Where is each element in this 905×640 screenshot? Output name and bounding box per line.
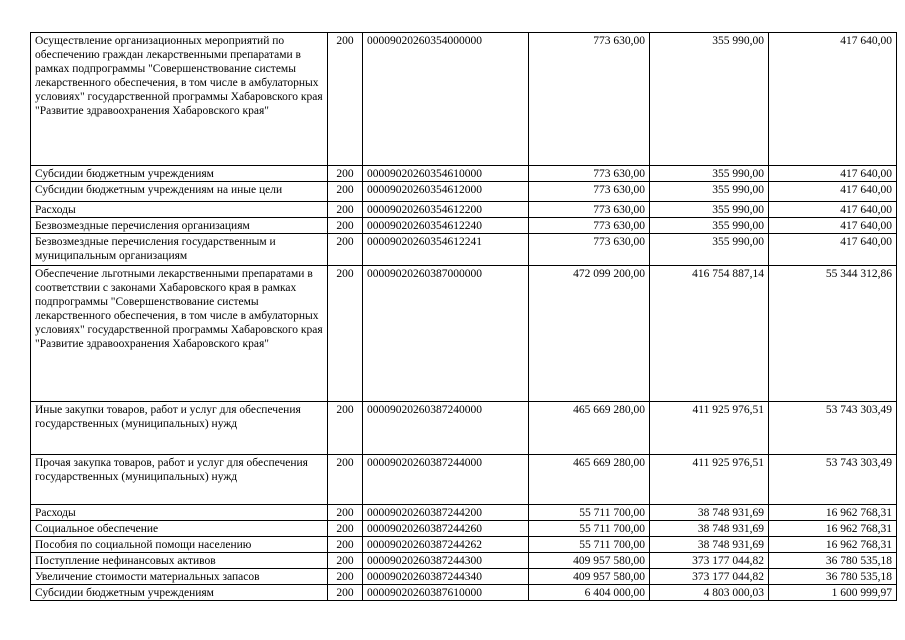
row-code: 200	[328, 455, 363, 505]
row-approved-amount: 465 669 280,00	[529, 402, 650, 455]
row-executed-amount: 411 925 976,51	[650, 455, 769, 505]
row-code: 200	[328, 521, 363, 537]
row-approved-amount: 409 957 580,00	[529, 553, 650, 569]
row-executed-amount: 38 748 931,69	[650, 537, 769, 553]
row-classification-code: 00009020260387240000	[363, 402, 529, 455]
row-unexecuted-amount: 55 344 312,86	[769, 266, 897, 402]
table-row	[31, 569, 897, 585]
row-name: Обеспечение льготными лекарственными препаратами в соответствии с законами Хабаровского края в рамках подпрограммы "Совершенствование системы лекарственного обеспечения, в том числе в амбулаторных условиях" государственной программы Хабаровского края "Развитие здравоохранения Хабаровского края"	[31, 266, 328, 402]
row-classification-code: 00009020260387244262	[363, 537, 529, 553]
row-unexecuted-amount: 417 640,00	[769, 166, 897, 182]
row-name: Прочая закупка товаров, работ и услуг для обеспечения государственных (муниципальных) нужд	[31, 455, 328, 505]
row-executed-amount: 416 754 887,14	[650, 266, 769, 402]
row-approved-amount: 472 099 200,00	[529, 266, 650, 402]
row-approved-amount: 465 669 280,00	[529, 455, 650, 505]
table-row	[31, 455, 897, 505]
row-classification-code: 00009020260387244340	[363, 569, 529, 585]
row-approved-amount: 6 404 000,00	[529, 585, 650, 601]
row-classification-code: 00009020260354612200	[363, 202, 529, 218]
table-row	[31, 266, 897, 402]
budget-execution-table	[30, 32, 897, 601]
row-executed-amount: 355 990,00	[650, 33, 769, 166]
row-name: Пособия по социальной помощи населению	[31, 537, 328, 553]
row-unexecuted-amount: 1 600 999,97	[769, 585, 897, 601]
table-row	[31, 553, 897, 569]
table-row	[31, 537, 897, 553]
row-code: 200	[328, 182, 363, 202]
row-approved-amount: 55 711 700,00	[529, 521, 650, 537]
row-name: Поступление нефинансовых активов	[31, 553, 328, 569]
row-executed-amount: 355 990,00	[650, 234, 769, 266]
row-name: Расходы	[31, 505, 328, 521]
row-name: Социальное обеспечение	[31, 521, 328, 537]
row-approved-amount: 55 711 700,00	[529, 537, 650, 553]
row-executed-amount: 355 990,00	[650, 218, 769, 234]
row-classification-code: 00009020260387244260	[363, 521, 529, 537]
row-name: Субсидии бюджетным учреждениям на иные цели	[31, 182, 328, 202]
row-code: 200	[328, 33, 363, 166]
row-unexecuted-amount: 36 780 535,18	[769, 569, 897, 585]
row-approved-amount: 773 630,00	[529, 202, 650, 218]
row-executed-amount: 373 177 044,82	[650, 569, 769, 585]
table-row	[31, 218, 897, 234]
row-code: 200	[328, 166, 363, 182]
row-unexecuted-amount: 417 640,00	[769, 182, 897, 202]
row-name: Безвозмездные перечисления государственным и муниципальным организациям	[31, 234, 328, 266]
table-row	[31, 505, 897, 521]
row-code: 200	[328, 402, 363, 455]
row-name: Субсидии бюджетным учреждениям	[31, 585, 328, 601]
row-name: Увеличение стоимости материальных запасов	[31, 569, 328, 585]
row-code: 200	[328, 218, 363, 234]
row-executed-amount: 38 748 931,69	[650, 505, 769, 521]
row-unexecuted-amount: 36 780 535,18	[769, 553, 897, 569]
table-row	[31, 521, 897, 537]
row-approved-amount: 773 630,00	[529, 33, 650, 166]
row-approved-amount: 409 957 580,00	[529, 569, 650, 585]
table-row	[31, 585, 897, 601]
row-approved-amount: 773 630,00	[529, 234, 650, 266]
row-executed-amount: 411 925 976,51	[650, 402, 769, 455]
row-approved-amount: 773 630,00	[529, 218, 650, 234]
row-classification-code: 00009020260387610000	[363, 585, 529, 601]
row-code: 200	[328, 505, 363, 521]
row-approved-amount: 55 711 700,00	[529, 505, 650, 521]
row-classification-code: 00009020260387244000	[363, 455, 529, 505]
row-unexecuted-amount: 417 640,00	[769, 33, 897, 166]
table-row	[31, 234, 897, 266]
table-row	[31, 33, 897, 166]
row-unexecuted-amount: 417 640,00	[769, 202, 897, 218]
table-row	[31, 166, 897, 182]
row-classification-code: 00009020260354612000	[363, 182, 529, 202]
row-unexecuted-amount: 53 743 303,49	[769, 402, 897, 455]
row-classification-code: 00009020260354612241	[363, 234, 529, 266]
row-classification-code: 00009020260354610000	[363, 166, 529, 182]
row-approved-amount: 773 630,00	[529, 182, 650, 202]
row-code: 200	[328, 266, 363, 402]
row-executed-amount: 355 990,00	[650, 202, 769, 218]
row-executed-amount: 373 177 044,82	[650, 553, 769, 569]
row-name: Субсидии бюджетным учреждениям	[31, 166, 328, 182]
row-executed-amount: 4 803 000,03	[650, 585, 769, 601]
row-executed-amount: 355 990,00	[650, 166, 769, 182]
row-classification-code: 00009020260387244200	[363, 505, 529, 521]
table-row	[31, 202, 897, 218]
table-row	[31, 402, 897, 455]
row-executed-amount: 355 990,00	[650, 182, 769, 202]
row-unexecuted-amount: 16 962 768,31	[769, 505, 897, 521]
row-executed-amount: 38 748 931,69	[650, 521, 769, 537]
row-unexecuted-amount: 16 962 768,31	[769, 537, 897, 553]
row-classification-code: 00009020260354612240	[363, 218, 529, 234]
row-unexecuted-amount: 417 640,00	[769, 218, 897, 234]
row-code: 200	[328, 202, 363, 218]
row-classification-code: 00009020260354000000	[363, 33, 529, 166]
row-unexecuted-amount: 53 743 303,49	[769, 455, 897, 505]
row-code: 200	[328, 585, 363, 601]
row-name: Осуществление организационных мероприятий по обеспечению граждан лекарственными препаратами в рамках подпрограммы "Совершенствование системы лекарственного обеспечения, в том числе в амбулаторных условиях" государственной программы Хабаровского края "Развитие здравоохранения Хабаровского края"	[31, 33, 328, 166]
row-classification-code: 00009020260387244300	[363, 553, 529, 569]
row-name: Расходы	[31, 202, 328, 218]
row-name: Безвозмездные перечисления организациям	[31, 218, 328, 234]
row-classification-code: 00009020260387000000	[363, 266, 529, 402]
table-row	[31, 182, 897, 202]
row-code: 200	[328, 234, 363, 266]
row-name: Иные закупки товаров, работ и услуг для обеспечения государственных (муниципальных) нужд	[31, 402, 328, 455]
row-code: 200	[328, 569, 363, 585]
row-unexecuted-amount: 417 640,00	[769, 234, 897, 266]
row-approved-amount: 773 630,00	[529, 166, 650, 182]
row-unexecuted-amount: 16 962 768,31	[769, 521, 897, 537]
row-code: 200	[328, 537, 363, 553]
row-code: 200	[328, 553, 363, 569]
